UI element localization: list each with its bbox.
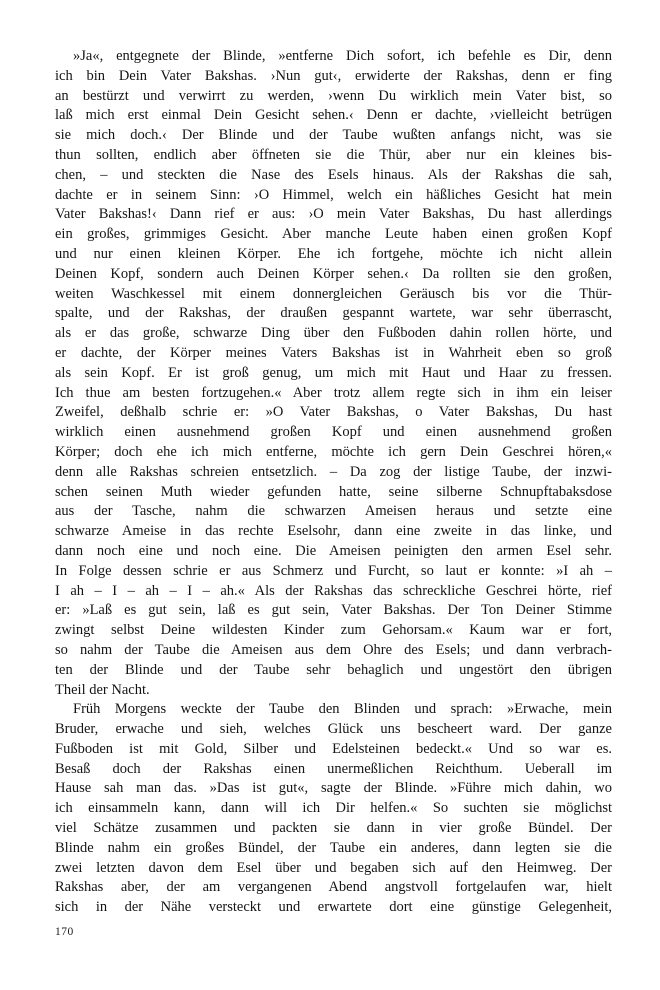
text-line: schwarze Ameise in das rechte Eselsohr, dann eine zweite in das linke, und <box>55 523 612 540</box>
text-line: Blinde nahm ein großes Bündel, der Taube ein anderes, dann legten sie die <box>55 839 612 856</box>
paragraph <box>55 700 612 918</box>
text-line: Rakshas aber, der am vergangenen Abend angstvoll fortgelaufen war, hielt <box>55 879 612 896</box>
text-line: thun sollten, endlich aber öffneten sie die Thür, aber nur ein kleines bis- <box>55 146 612 163</box>
text-line: viel Schätze zusammen und packten sie dann in vier große Bündel. Der <box>55 820 612 837</box>
text-line: Besaß doch der Rakshas einen unermeßlichen Reichthum. Ueberall im <box>55 760 612 777</box>
text-line: dann noch eine und noch eine. Die Ameisen peinigten den armen Esel sehr. <box>55 542 612 559</box>
text-line: ich einsammeln kann, dann will ich Dir helfen.« So suchten sie möglichst <box>55 800 612 817</box>
text-line: zwingt selbst Deine wildesten Kinder zum Gehorsam.« Kaum war er fort, <box>55 622 612 639</box>
text-line: In Folge dessen schrie er aus Schmerz und Furcht, so laut er konnte: »I ah – <box>55 562 612 579</box>
text-line: als sein Kopf. Er ist groß genug, um mich mit Haut und Haar zu fressen. <box>55 364 612 381</box>
text-line: ein großes, grimmiges Gesicht. Aber manche Leute haben einen großen Kopf <box>55 226 612 243</box>
text-line: I ah – I – ah – I – ah.« Als der Rakshas das schreckliche Geschrei hörte, rief <box>55 582 612 599</box>
text-line: Körper; doch ehe ich mich entferne, möchte ich gern Dein Geschrei hören,« <box>55 443 612 460</box>
text-line: Theil der Nacht. <box>55 681 150 698</box>
text-line: dachte er in seinem Sinn: ›O Himmel, welch ein häßliches Gesicht hat mein <box>55 186 612 203</box>
text-line: und nur einen kleinen Körper. Ehe ich fortgehe, möchte ich nicht allein <box>55 245 612 262</box>
text-line: zwei letzten davon dem Esel über und begaben sich auf den Heimweg. Der <box>55 859 612 876</box>
text-line: sich in der Nähe versteckt und erwartete dort eine günstige Gelegenheit, <box>55 899 612 916</box>
text-line: chen, – und steckten die Nase des Esels hinaus. Als der Rakshas die sah, <box>55 166 612 183</box>
text-line: er dachte, der Körper meines Vaters Bakshas ist in Wahrheit eben so groß <box>55 344 612 361</box>
text-line: Zweifel, deßhalb schrie er: »O Vater Bakshas, o Vater Bakshas, Du hast <box>55 404 612 421</box>
text-line: Deinen Kopf, sondern auch Deinen Körper sehen.‹ Da rollten sie den großen, <box>55 265 612 282</box>
text-line: als er das große, schwarze Ding über den Fußboden dahin rollen hörte, und <box>55 325 612 342</box>
text-line: Früh Morgens weckte der Taube den Blinden und sprach: »Erwache, mein <box>73 701 612 718</box>
text-line: Hause sah man das. »Das ist gut«, sagte der Blinde. »Führe mich dahin, wo <box>55 780 612 797</box>
text-line: schen seinen Muth wieder gefunden hatte, seine silberne Schnupftabaksdose <box>55 483 612 500</box>
text-line: so nahm der Taube die Ameisen aus dem Ohre des Esels; und dann verbrach- <box>55 641 612 658</box>
text-line: Fußboden ist mit Gold, Silber und Edelsteinen bedeckt.« Und so war es. <box>55 740 612 757</box>
text-line: denn alle Rakshas schreien entsetzlich. – Da zog der listige Taube, der inzwi- <box>55 463 612 480</box>
page-number: 170 <box>55 926 74 938</box>
text-line: sie mich doch.‹ Der Blinde und der Taube wußten anfangs nicht, was sie <box>55 127 612 144</box>
body-text <box>55 47 612 918</box>
text-line: aus der Tasche, nahm die schwarzen Ameisen heraus und setzte eine <box>55 503 612 520</box>
text-line: weiten Waschkessel mit einem donnergleichen Geräusch bis vor die Thür- <box>55 285 612 302</box>
text-line: er: »Laß es gut sein, laß es gut sein, Vater Bakshas. Der Ton Deiner Stimme <box>55 602 612 619</box>
text-line: ich bin Dein Vater Bakshas. ›Nun gut‹, erwiderte der Rakshas, denn er fing <box>55 67 612 84</box>
text-line: Bruder, erwache und sieh, welches Glück uns bescheert ward. Der ganze <box>55 721 612 738</box>
text-line: Ich thue am besten fortzugehen.« Aber trotz allem regte sich in ihm ein leiser <box>55 384 612 401</box>
text-line: an bestürzt und verwirrt zu werden, ›wenn Du wirklich mein Vater bist, so <box>55 87 612 104</box>
paragraph <box>55 47 612 700</box>
text-line: spalte, und der Rakshas, der draußen gespannt wartete, war sehr überrascht, <box>55 305 612 322</box>
text-line: »Ja«, entgegnete der Blinde, »entferne Dich sofort, ich befehle es Dir, denn <box>73 48 612 64</box>
text-line: Vater Bakshas!‹ Dann rief er aus: ›O mein Vater Bakshas, Du hast allerdings <box>55 206 612 223</box>
text-line: ten der Blinde und der Taube sehr behaglich und ungestört den übrigen <box>55 661 612 678</box>
text-line: laß mich erst einmal Dein Gesicht sehen.‹ Denn er dachte, ›vielleicht betrügen <box>55 107 612 124</box>
text-line: wirklich einen ausnehmend großen Kopf und einen ausnehmend großen <box>55 424 612 441</box>
